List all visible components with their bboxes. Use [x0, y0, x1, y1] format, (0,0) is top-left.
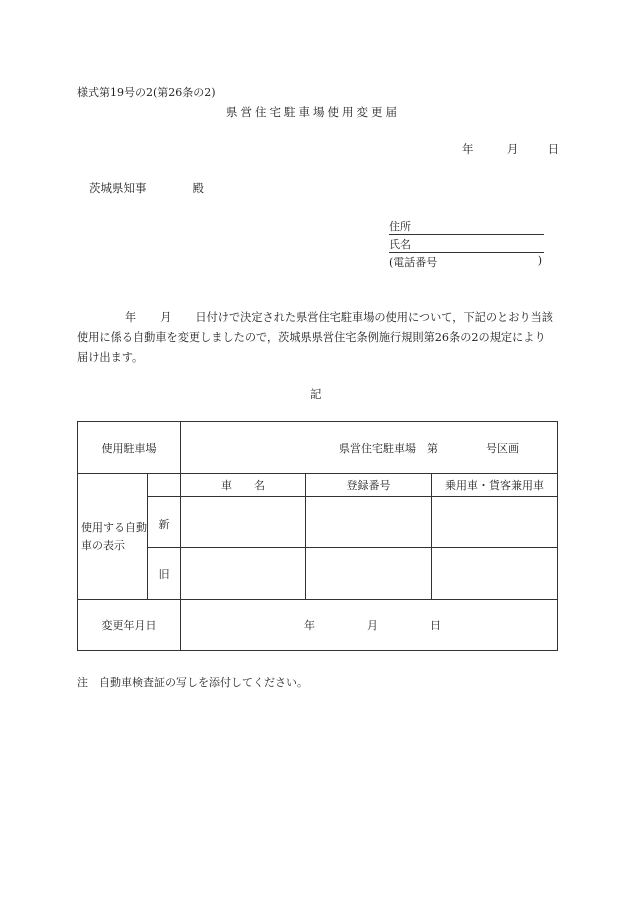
change-date-label: 変更年月日: [78, 600, 181, 651]
ki-heading: 記: [310, 387, 322, 401]
addressee-name: 茨城県知事: [89, 181, 147, 195]
phone-close-paren: ): [537, 254, 542, 267]
new-vehicle-reg-cell[interactable]: [306, 497, 432, 548]
body-paragraph: [77, 308, 555, 368]
change-month: 月: [367, 619, 378, 632]
col-header-name: 車 名: [181, 474, 306, 497]
phone-label: (電話番号: [389, 256, 438, 269]
row-new-label: 新: [148, 497, 181, 548]
form-number: 様式第19号の2(第26条の2): [77, 86, 216, 99]
parking-value-cell[interactable]: [181, 422, 558, 474]
row-old-label: 旧: [148, 548, 181, 600]
col-header-reg: 登録番号: [306, 474, 432, 497]
phone-field[interactable]: [389, 254, 544, 270]
parking-value-suffix: 号区画: [486, 441, 519, 455]
name-field[interactable]: [389, 236, 544, 253]
header-blank-cell: [148, 474, 181, 497]
old-vehicle-type-cell[interactable]: [432, 548, 558, 600]
col-header-type: 乗用車・貨客兼用車: [432, 474, 558, 497]
date-day: 日: [547, 142, 560, 156]
change-day: 日: [430, 619, 441, 632]
change-year: 年: [304, 619, 315, 632]
address-label: 住所: [389, 220, 411, 233]
date-year: 年: [462, 142, 474, 156]
footnote: 注 自動車検査証の写しを添付してください。: [77, 676, 308, 689]
old-vehicle-name-cell[interactable]: [181, 548, 306, 600]
parking-label: 使用駐車場: [78, 422, 181, 474]
vehicle-label: 使用する自動車の表示: [78, 474, 148, 600]
addressee: [89, 180, 204, 196]
date-month: 月: [506, 142, 519, 156]
new-vehicle-type-cell[interactable]: [432, 497, 558, 548]
submission-date: [462, 141, 559, 157]
body-year: 年: [125, 311, 137, 324]
parking-value-prefix: 県営住宅駐車場 第: [339, 441, 438, 455]
change-date-cell[interactable]: [181, 600, 558, 651]
body-month: 月: [160, 311, 172, 324]
body-text: 日付けで決定された県営住宅駐車場の使用について，下記のとおり当該使用に係る自動車を変更しましたので，茨城県県営住宅条例施行規則第26条の2の規定により届け出ます。: [77, 311, 553, 364]
new-vehicle-name-cell[interactable]: [181, 497, 306, 548]
old-vehicle-reg-cell[interactable]: [306, 548, 432, 600]
page-title: 県営住宅駐車場使用変更届: [226, 105, 400, 119]
address-field[interactable]: [389, 218, 544, 235]
name-label: 氏名: [389, 238, 411, 251]
vehicle-change-table: [77, 421, 558, 651]
addressee-suffix: 殿: [192, 181, 204, 195]
